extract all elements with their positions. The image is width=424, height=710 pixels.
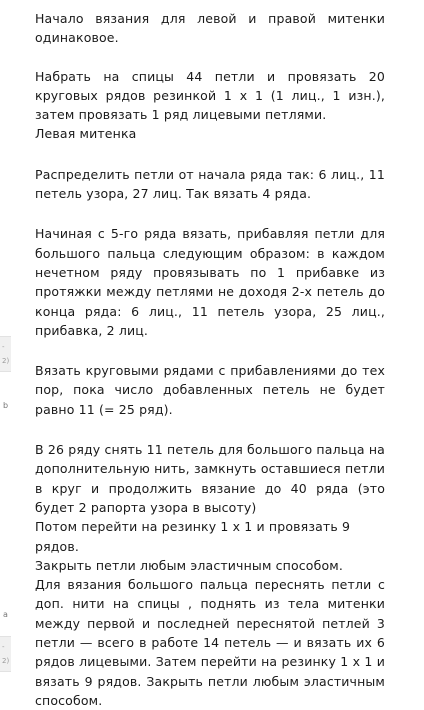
- paragraph-rib: Потом перейти на резинку 1 x 1 и провязать 9 рядов.: [35, 519, 351, 554]
- document-body: [35, 0, 385, 710]
- paragraph-cast-on: Набрать на спицы 44 петли и провязать 20 круговых рядов резинкой 1 x 1 (1 лиц., 1 изн.), затем провязать 1 ряд лицевыми петлями.: [35, 68, 385, 123]
- gutter-mark: b: [3, 401, 9, 410]
- left-gutter: [0, 0, 14, 690]
- gutter-mark: -: [2, 343, 5, 351]
- gutter-mark: 2): [2, 357, 10, 365]
- paragraph-bind-off: Закрыть петли любым эластичным способом.: [35, 557, 343, 573]
- gutter-panel-bottom: [0, 636, 11, 672]
- gutter-panel-top: [0, 336, 11, 372]
- gutter-mark: 2): [2, 657, 10, 665]
- paragraph-rounds: Вязать круговыми рядами с прибавлениями до тех пор, пока число добавленных петель не будет равно 11 (= 25 ряд).: [35, 363, 385, 417]
- paragraph-row-26: В 26 ряду снять 11 петель для большого пальца на дополнительную нить, замкнуть оставшиеся петли в круг и продолжить вязание до 40 ряда (это будет 2 рапорта узора в высоту): [35, 442, 385, 515]
- gutter-mark: -: [2, 643, 5, 651]
- paragraph-intro: Начало вязания для левой и правой митенки одинаковое.: [35, 11, 385, 46]
- paragraph-thumb-increase: Начиная с 5-го ряда вязать, прибавляя петли для большого пальца следующим образом: в каждом нечетном ряду провязывать по 1 прибавке из протяжки между петлями не доходя 2-х петель до конца ряда: 6 лиц., 11 петель узора, 25 лиц., прибавка, 2 лиц.: [35, 226, 385, 338]
- paragraph-thumb: Для вязания большого пальца переснять петли с доп. нити на спицы , поднять из тела митенки между первой и последней переснятой петлей 3 петли — всего в работе 14 петель — и вязать их 6 рядов лицевыми. Затем перейти на резинку 1 x 1 и вязать 9 рядов. Закрыть петли любым эластичным способом.: [35, 577, 385, 708]
- section-heading-left-mitten: Левая митенка: [35, 126, 137, 142]
- gutter-mark: a: [3, 610, 8, 619]
- paragraph-distribute: Распределить петли от начала ряда так: 6 лиц., 11 петель узора, 27 лиц. Так вязать 4 ряда.: [35, 166, 385, 202]
